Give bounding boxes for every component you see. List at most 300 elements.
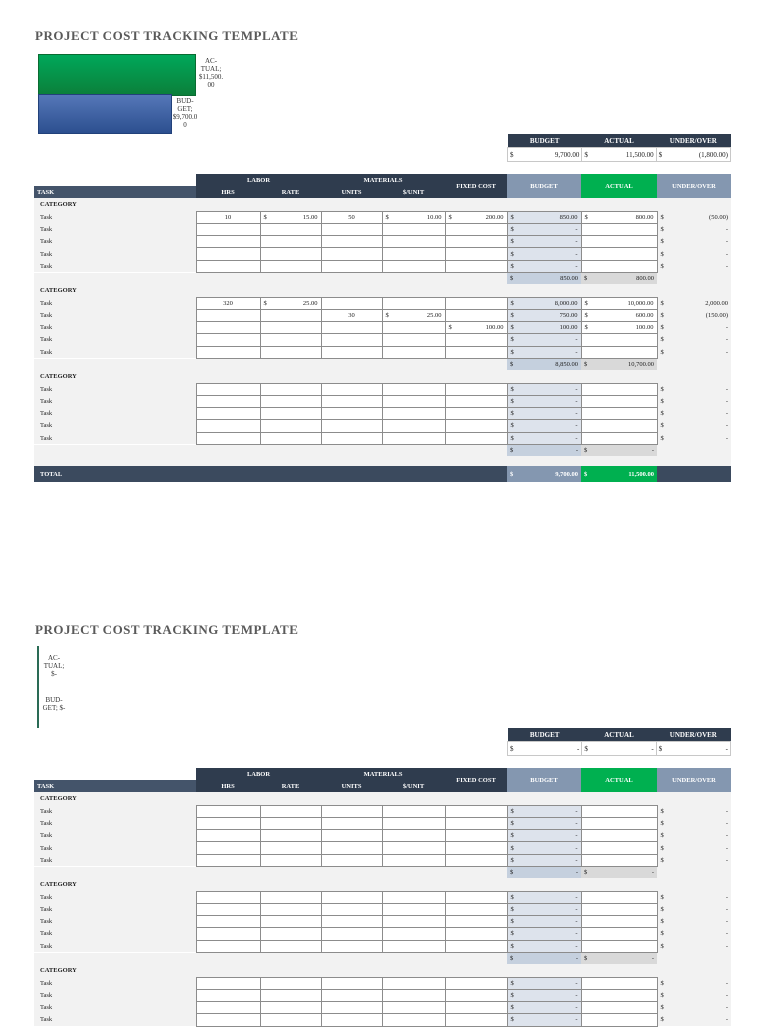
rate-cell[interactable] [260,260,321,272]
rate-cell[interactable] [260,1002,321,1014]
units-cell[interactable] [321,928,382,940]
rate-cell[interactable] [260,310,321,322]
units-header: UNITS [321,780,382,792]
summary-table [507,728,731,756]
rate-header: RATE [260,186,321,198]
currency: $ [584,744,588,753]
per-unit-cell[interactable] [382,383,445,395]
actual-cell[interactable] [581,420,657,432]
rate-cell[interactable] [260,224,321,236]
per-unit-cell[interactable] [382,334,445,346]
fixed-cost-cell[interactable] [445,383,507,395]
fixed-cost-cell[interactable] [445,977,507,989]
cost-table [34,174,731,482]
hrs-cell[interactable] [196,842,260,854]
actual-cell[interactable] [581,854,657,866]
currency: $ [510,213,514,221]
task-name[interactable]: Task [34,842,196,854]
task-name[interactable]: Task [34,211,196,223]
rate-cell[interactable] [260,891,321,903]
subtotal-budget-value: 850.00 [560,275,579,283]
hrs-cell[interactable] [196,432,260,444]
currency: $ [510,844,514,852]
per-unit-cell[interactable] [382,989,445,1001]
units-cell[interactable] [321,1002,382,1014]
units-cell[interactable] [321,904,382,916]
under-over-value: 2,000.00 [705,299,729,307]
hrs-cell[interactable]: 320 [196,297,260,309]
subtotal-actual-value: 10,700.00 [628,361,655,368]
units-cell[interactable] [321,842,382,854]
actual-cell[interactable] [581,383,657,395]
units-cell[interactable] [321,854,382,866]
under-over-value: - [725,410,729,418]
fixed-cost-cell[interactable] [445,940,507,952]
currency: $ [510,869,514,877]
actual-cell[interactable] [581,395,657,407]
task-name[interactable]: Task [34,916,196,928]
rate-cell[interactable] [260,395,321,407]
hrs-cell[interactable] [196,248,260,260]
subtotal-blank [657,358,731,370]
hrs-cell[interactable] [196,940,260,952]
fixed-cost-cell[interactable] [445,1014,507,1026]
task-name[interactable]: Task [34,420,196,432]
per-unit-cell[interactable] [382,916,445,928]
rate-cell[interactable] [260,916,321,928]
fixed-cost-cell[interactable] [445,408,507,420]
actual-cell[interactable] [581,940,657,952]
rate-cell[interactable] [260,1014,321,1026]
budget-value: - [575,385,578,393]
budget-value: - [575,434,578,442]
currency: $ [660,807,664,815]
fixed-cost-cell[interactable] [445,830,507,842]
subtotal-actual [581,444,657,456]
per-unit-cell[interactable] [382,830,445,842]
actual-cell[interactable] [581,818,657,830]
task-name[interactable]: Task [34,977,196,989]
summary-actual-header: ACTUAL [582,134,656,148]
hrs-cell[interactable] [196,805,260,817]
subtotal-actual [581,866,657,878]
units-cell[interactable] [321,1014,382,1026]
per-unit-cell[interactable] [382,1014,445,1026]
fixed-cost-cell[interactable] [445,891,507,903]
task-name[interactable]: Task [34,248,196,260]
table-row [34,420,731,432]
rate-cell[interactable] [260,977,321,989]
task-name[interactable]: Task [34,395,196,407]
fixed-cost-cell[interactable] [445,928,507,940]
subtotal-filler [34,272,507,284]
task-name[interactable]: Task [34,1002,196,1014]
under-over-value: - [725,807,729,815]
rate-cell[interactable] [260,248,321,260]
units-cell[interactable] [321,977,382,989]
per-unit-cell[interactable] [382,248,445,260]
table-row [34,322,731,334]
currency: $ [584,869,588,877]
hrs-cell[interactable] [196,310,260,322]
task-name[interactable]: Task [34,432,196,444]
currency: $ [263,213,267,221]
units-cell[interactable] [321,322,382,334]
fixed-cost-cell[interactable] [445,248,507,260]
rate-cell[interactable] [260,805,321,817]
per-unit-cell[interactable] [382,408,445,420]
hrs-cell[interactable] [196,1014,260,1026]
budget-cell [507,334,581,346]
actual-bar-label: AC- TUAL; $11,500. 00 [198,57,224,89]
units-cell[interactable] [321,940,382,952]
actual-cell[interactable] [581,842,657,854]
header-blank [34,768,196,780]
actual-cell[interactable] [581,928,657,940]
under-over-value: - [725,992,729,1000]
per-unit-cell[interactable] [382,310,445,322]
task-name[interactable]: Task [34,904,196,916]
summary-budget-header: BUDGET [508,134,582,148]
subtotal-budget [507,272,581,284]
fixed-cost-cell[interactable] [445,842,507,854]
spacer [34,456,731,466]
under-over-value: - [725,979,729,987]
per-unit-cell[interactable] [382,842,445,854]
category-label: CATEGORY [34,284,196,297]
units-cell[interactable] [321,297,382,309]
chart-axis [37,646,39,728]
fixed-cost-cell[interactable] [445,260,507,272]
summary-budget-cell[interactable] [508,148,582,162]
summary-underover-cell[interactable] [656,742,730,756]
total-budget-value: 9,700.00 [555,470,579,478]
actual-cell[interactable] [581,904,657,916]
per-unit-cell[interactable] [382,818,445,830]
table-row [34,248,731,260]
hrs-cell[interactable] [196,334,260,346]
rate-cell[interactable] [260,420,321,432]
rate-cell[interactable] [260,408,321,420]
fixed-cost-cell[interactable] [445,989,507,1001]
summary-actual-cell[interactable] [582,148,656,162]
summary-underover-header: UNDER/OVER [656,728,730,742]
actual-cell[interactable] [581,211,657,223]
per-unit-cell[interactable] [382,1002,445,1014]
rate-cell[interactable] [260,346,321,358]
hrs-cell[interactable] [196,891,260,903]
actual-cell[interactable] [581,408,657,420]
hrs-cell[interactable] [196,818,260,830]
task-name[interactable]: Task [34,346,196,358]
fixed-cost-value: 200.00 [485,213,504,221]
per-unit-cell[interactable] [382,891,445,903]
task-name[interactable]: Task [34,260,196,272]
rate-cell[interactable] [260,334,321,346]
task-name[interactable]: Task [34,297,196,309]
actual-cell[interactable] [581,1002,657,1014]
currency: $ [510,150,514,159]
hrs-cell[interactable] [196,1002,260,1014]
task-name[interactable]: Task [34,236,196,248]
currency: $ [658,150,663,159]
currency: $ [660,324,664,332]
actual-cell[interactable] [581,248,657,260]
hrs-cell[interactable] [196,904,260,916]
table-row [34,310,731,322]
budget-value: 850.00 [559,213,578,221]
per-unit-cell[interactable] [382,940,445,952]
under-over-cell [657,891,731,903]
rate-cell[interactable] [260,842,321,854]
hrs-cell[interactable] [196,395,260,407]
hrs-cell[interactable] [196,383,260,395]
task-name[interactable]: Task [34,383,196,395]
task-name[interactable]: Task [34,310,196,322]
units-cell[interactable] [321,334,382,346]
units-cell[interactable] [321,408,382,420]
units-cell[interactable] [321,383,382,395]
per-unit-cell[interactable] [382,322,445,334]
rate-cell[interactable] [260,904,321,916]
under-over-value: - [725,385,729,393]
hrs-cell[interactable]: 10 [196,211,260,223]
under-over-cell [657,260,731,272]
fixed-cost-cell[interactable] [445,334,507,346]
currency: $ [660,1016,664,1024]
hrs-cell[interactable] [196,346,260,358]
units-cell[interactable] [321,346,382,358]
subtotal-budget [507,444,581,456]
units-cell[interactable] [321,891,382,903]
task-name[interactable]: Task [34,830,196,842]
hrs-cell[interactable] [196,916,260,928]
category-row [34,198,731,211]
per-unit-cell[interactable] [382,236,445,248]
per-unit-cell[interactable] [382,420,445,432]
under-over-value: (50.00) [709,213,729,221]
actual-cell[interactable] [581,977,657,989]
fixed-cost-cell[interactable] [445,395,507,407]
fixed-cost-cell[interactable] [445,805,507,817]
task-name[interactable]: Task [34,940,196,952]
currency: $ [263,299,267,307]
units-cell[interactable] [321,805,382,817]
units-cell[interactable] [321,236,382,248]
under-over-value: - [725,398,729,406]
table-row [34,977,731,989]
task-name[interactable]: Task [34,322,196,334]
total-blank [657,466,731,482]
actual-cell[interactable] [581,322,657,334]
fixed-cost-cell[interactable] [445,1002,507,1014]
hrs-cell[interactable] [196,322,260,334]
units-cell[interactable]: 50 [321,211,382,223]
under-over-value: - [725,844,729,852]
currency: $ [510,226,514,234]
task-name[interactable]: Task [34,854,196,866]
page-title: PROJECT COST TRACKING TEMPLATE [35,622,299,637]
task-name[interactable]: Task [34,891,196,903]
hrs-cell[interactable] [196,854,260,866]
under-over-cell [657,420,731,432]
per-unit-cell[interactable] [382,432,445,444]
under-over-cell [657,916,731,928]
currency: $ [510,434,514,442]
fixed-cost-cell[interactable] [445,854,507,866]
rate-cell[interactable] [260,989,321,1001]
hrs-header: HRS [196,780,260,792]
units-cell[interactable] [321,395,382,407]
actual-cell[interactable] [581,260,657,272]
per-unit-cell[interactable] [382,928,445,940]
budget-cell [507,1002,581,1014]
header-blank [34,174,196,186]
under-over-cell [657,211,731,223]
budget-value: - [575,226,578,234]
rate-cell[interactable] [260,830,321,842]
units-cell[interactable] [321,916,382,928]
per-unit-cell[interactable] [382,395,445,407]
currency: $ [660,918,664,926]
budget-value: - [575,930,578,938]
summary-budget-value: - [576,744,580,753]
subtotal-filler [34,866,507,878]
hrs-cell[interactable] [196,977,260,989]
summary-underover-cell[interactable] [656,148,730,162]
fixed-cost-cell[interactable] [445,297,507,309]
actual-cell[interactable] [581,805,657,817]
rate-cell[interactable] [260,818,321,830]
under-over-value: - [725,832,729,840]
budget-header: BUDGET [507,768,581,792]
hrs-cell[interactable] [196,236,260,248]
units-cell[interactable] [321,260,382,272]
under-over-cell [657,977,731,989]
subtotal-actual [581,358,657,370]
fixed-cost-cell[interactable] [445,346,507,358]
per-unit-cell[interactable] [382,977,445,989]
rate-cell[interactable] [260,928,321,940]
units-cell[interactable] [321,830,382,842]
hrs-cell[interactable] [196,224,260,236]
per-unit-cell[interactable] [382,211,445,223]
task-name[interactable]: Task [34,224,196,236]
fixed-cost-cell[interactable] [445,904,507,916]
task-name[interactable]: Task [34,408,196,420]
per-unit-cell[interactable] [382,805,445,817]
actual-cell[interactable] [581,310,657,322]
currency: $ [510,930,514,938]
hrs-cell[interactable] [196,420,260,432]
task-name[interactable]: Task [34,334,196,346]
per-unit-cell[interactable] [382,297,445,309]
task-name[interactable]: Task [34,928,196,940]
hrs-cell[interactable] [196,408,260,420]
budget-bar-label: BUD- GET; $9,700.0 0 [172,97,198,129]
currency: $ [510,832,514,840]
hrs-cell[interactable] [196,989,260,1001]
rate-cell[interactable] [260,940,321,952]
fixed-cost-cell[interactable] [445,432,507,444]
currency: $ [658,744,663,753]
fixed-cost-cell[interactable] [445,236,507,248]
actual-cell[interactable] [581,334,657,346]
units-cell[interactable] [321,248,382,260]
total-row [34,466,731,482]
summary-budget-cell[interactable] [508,742,582,756]
per-unit-cell[interactable] [382,904,445,916]
actual-cell[interactable] [581,346,657,358]
budget-value: - [575,856,578,864]
currency: $ [584,213,588,221]
hrs-cell[interactable] [196,830,260,842]
fixed-cost-cell[interactable] [445,420,507,432]
units-cell[interactable] [321,989,382,1001]
fixed-cost-cell[interactable] [445,310,507,322]
units-cell[interactable] [321,432,382,444]
per-unit-cell[interactable] [382,224,445,236]
hrs-cell[interactable] [196,928,260,940]
per-unit-cell[interactable] [382,854,445,866]
currency: $ [660,979,664,987]
actual-cell[interactable] [581,830,657,842]
rate-cell[interactable] [260,297,321,309]
actual-cell[interactable] [581,916,657,928]
budget-value: - [575,262,578,270]
currency: $ [660,434,664,442]
actual-cell[interactable] [581,224,657,236]
fixed-cost-cell[interactable] [445,211,507,223]
summary-actual-cell[interactable] [582,742,656,756]
actual-cell[interactable] [581,989,657,1001]
hrs-cell[interactable] [196,260,260,272]
actual-cell[interactable] [581,891,657,903]
task-name[interactable]: Task [34,989,196,1001]
fixed-cost-cell[interactable] [445,916,507,928]
units-cell[interactable] [321,224,382,236]
actual-cell[interactable] [581,432,657,444]
rate-cell[interactable] [260,211,321,223]
task-name[interactable]: Task [34,818,196,830]
actual-cell[interactable] [581,1014,657,1026]
rate-cell[interactable] [260,236,321,248]
currency: $ [510,361,514,368]
actual-cell[interactable] [581,297,657,309]
units-cell[interactable] [321,818,382,830]
actual-cell[interactable] [581,236,657,248]
table-row [34,854,731,866]
rate-cell[interactable] [260,432,321,444]
task-name[interactable]: Task [34,805,196,817]
rate-cell[interactable] [260,322,321,334]
table-row [34,432,731,444]
fixed-cost-cell[interactable] [445,818,507,830]
units-cell[interactable]: 30 [321,310,382,322]
task-name[interactable]: Task [34,1014,196,1026]
actual-header: ACTUAL [581,174,657,198]
currency: $ [584,361,588,368]
currency: $ [660,1004,664,1012]
currency: $ [510,262,514,270]
rate-cell[interactable] [260,383,321,395]
fixed-cost-cell[interactable] [445,224,507,236]
per-unit-cell[interactable] [382,346,445,358]
rate-cell[interactable] [260,854,321,866]
fixed-cost-cell[interactable] [445,322,507,334]
per-unit-cell[interactable] [382,260,445,272]
units-cell[interactable] [321,420,382,432]
